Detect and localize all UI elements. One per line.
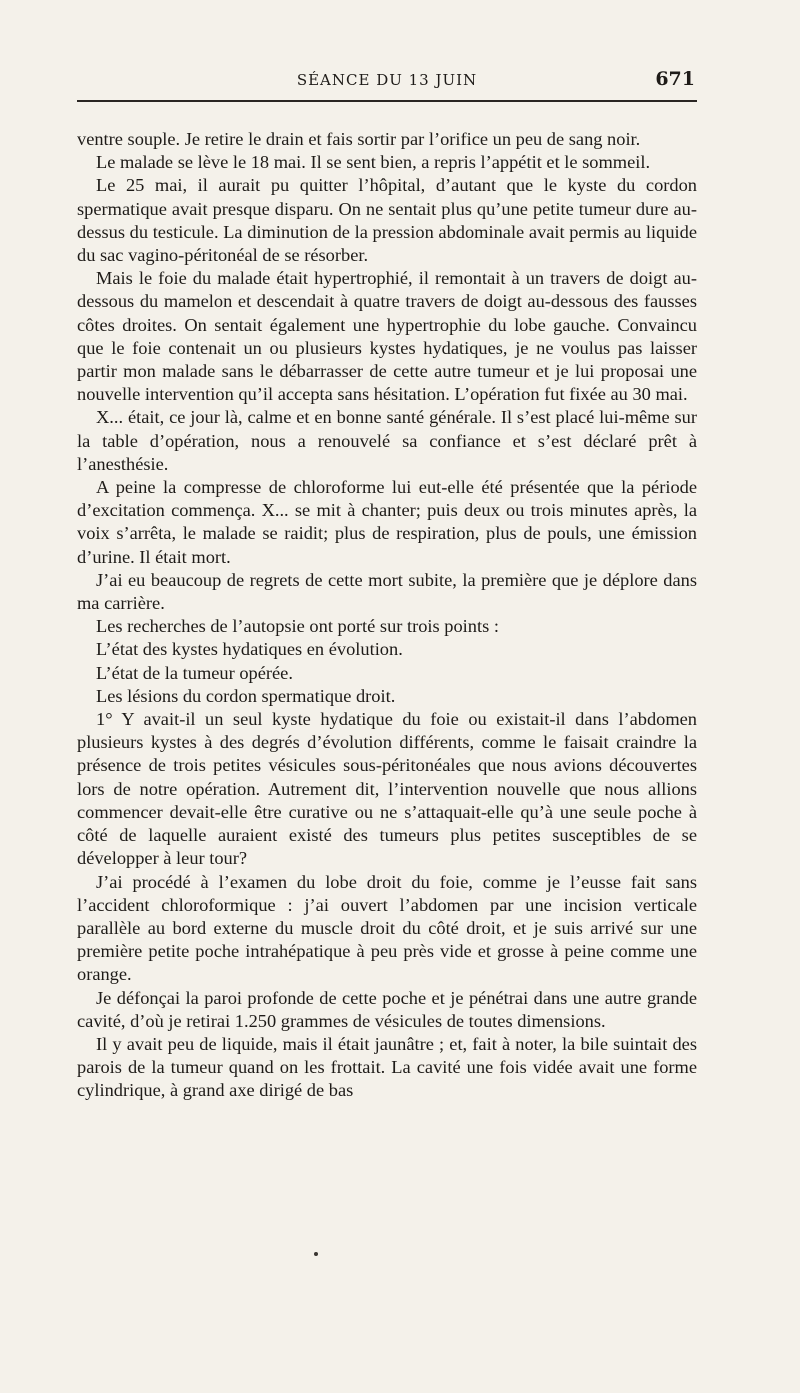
paragraph: Mais le foie du malade était hypertrophié, il remontait à un travers de doigt au-dessous du mamelon et descendait à quatre travers de doigt au-dessous des fausses côtes droites. On sentait également une hypertrophie du lobe gauche. Convaincu que le foie contenait un ou plusieurs kystes hydatiques, je ne voulus pas laisser partir mon malade sans le débarrasser de cette autre tumeur et je lui proposai une nouvelle intervention qu’il accepta sans hésitation. L’opération fut fixée au 30 mai. [77,268,697,405]
body-text [77,128,697,1103]
paragraph: J’ai eu beaucoup de regrets de cette mort subite, la première que je déplore dans ma carrière. [77,569,697,614]
paragraph: Je défonçai la paroi profonde de cette poche et je pénétrai dans une autre grande cavité, d’où je retirai 1.250 grammes de vésicules de toutes dimensions. [77,987,697,1031]
paragraph: Il y avait peu de liquide, mais il était jaunâtre ; et, fait à noter, la bile suintait des parois de la tumeur quand on les frottait. La cavité une fois vidée avait une forme cylindrique, à grand axe dirigé de bas [77,1033,697,1101]
paragraph: Le malade se lève le 18 mai. Il se sent bien, a repris l’appétit et le sommeil. [96,152,651,173]
paragraph: 1° Y avait-il un seul kyste hydatique du foie ou existait-il dans l’abdomen plusieurs kystes à des degrés d’évolution différents, comme le faisait craindre la présence de trois petites vésicules sous-péritonéales que nous avions découvertes lors de notre opération. Autrement dit, l’intervention nouvelle que nous allions commencer devait-elle être curative ou ne s’attaquait-elle qu’à une seule poche à côté de laquelle auraient existé des tumeurs plus petites susceptibles de se développer à leur tour? [77,709,697,869]
paragraph: L’état des kystes hydatiques en évolution. [96,639,403,660]
paragraph: A peine la compresse de chloroforme lui eut-elle été présentée que la période d’excitation commença. X... se mit à chanter; puis deux ou trois minutes après, la voix s’arrêta, le malade se raidit; plus de respiration, plus de pouls, une émission d’urine. Il était mort. [77,477,697,567]
page-header [77,66,697,102]
paragraph: Les lésions du cordon spermatique droit. [96,685,396,706]
paragraph: X... était, ce jour là, calme et en bonne santé générale. Il s’est placé lui-même sur la table d’opération, nous a renouvelé sa confiance et s’est déclaré prêt à l’anesthésie. [77,407,697,474]
paragraph: J’ai procédé à l’examen du lobe droit du foie, comme je l’eusse fait sans l’accident chloroformique : j’ai ouvert l’abdomen par une incision verticale parallèle au bord externe du muscle droit du côté droit, et je suis arrivé sur une première petite poche intrahépatique à peu près vide et grosse à peine comme une orange. [77,871,697,985]
paragraph: Les recherches de l’autopsie ont porté sur trois points : [96,616,499,637]
paragraph: ventre souple. Je retire le drain et fais sortir par l’orifice un peu de sang noir. [77,129,641,149]
paragraph: L’état de la tumeur opérée. [96,662,293,683]
running-head: SÉANCE DU 13 JUIN [296,71,478,89]
paragraph: Le 25 mai, il aurait pu quitter l’hôpital, d’autant que le kyste du cordon spermatique avait presque disparu. On ne sentait plus qu’une petite tumeur dure au-dessus du testicule. La diminution de la pression abdominale avait permis au liquide du sac vagino-péritonéal de se résorber. [77,175,697,266]
page-number: 671 [655,68,695,90]
printer-mark [314,1252,318,1256]
